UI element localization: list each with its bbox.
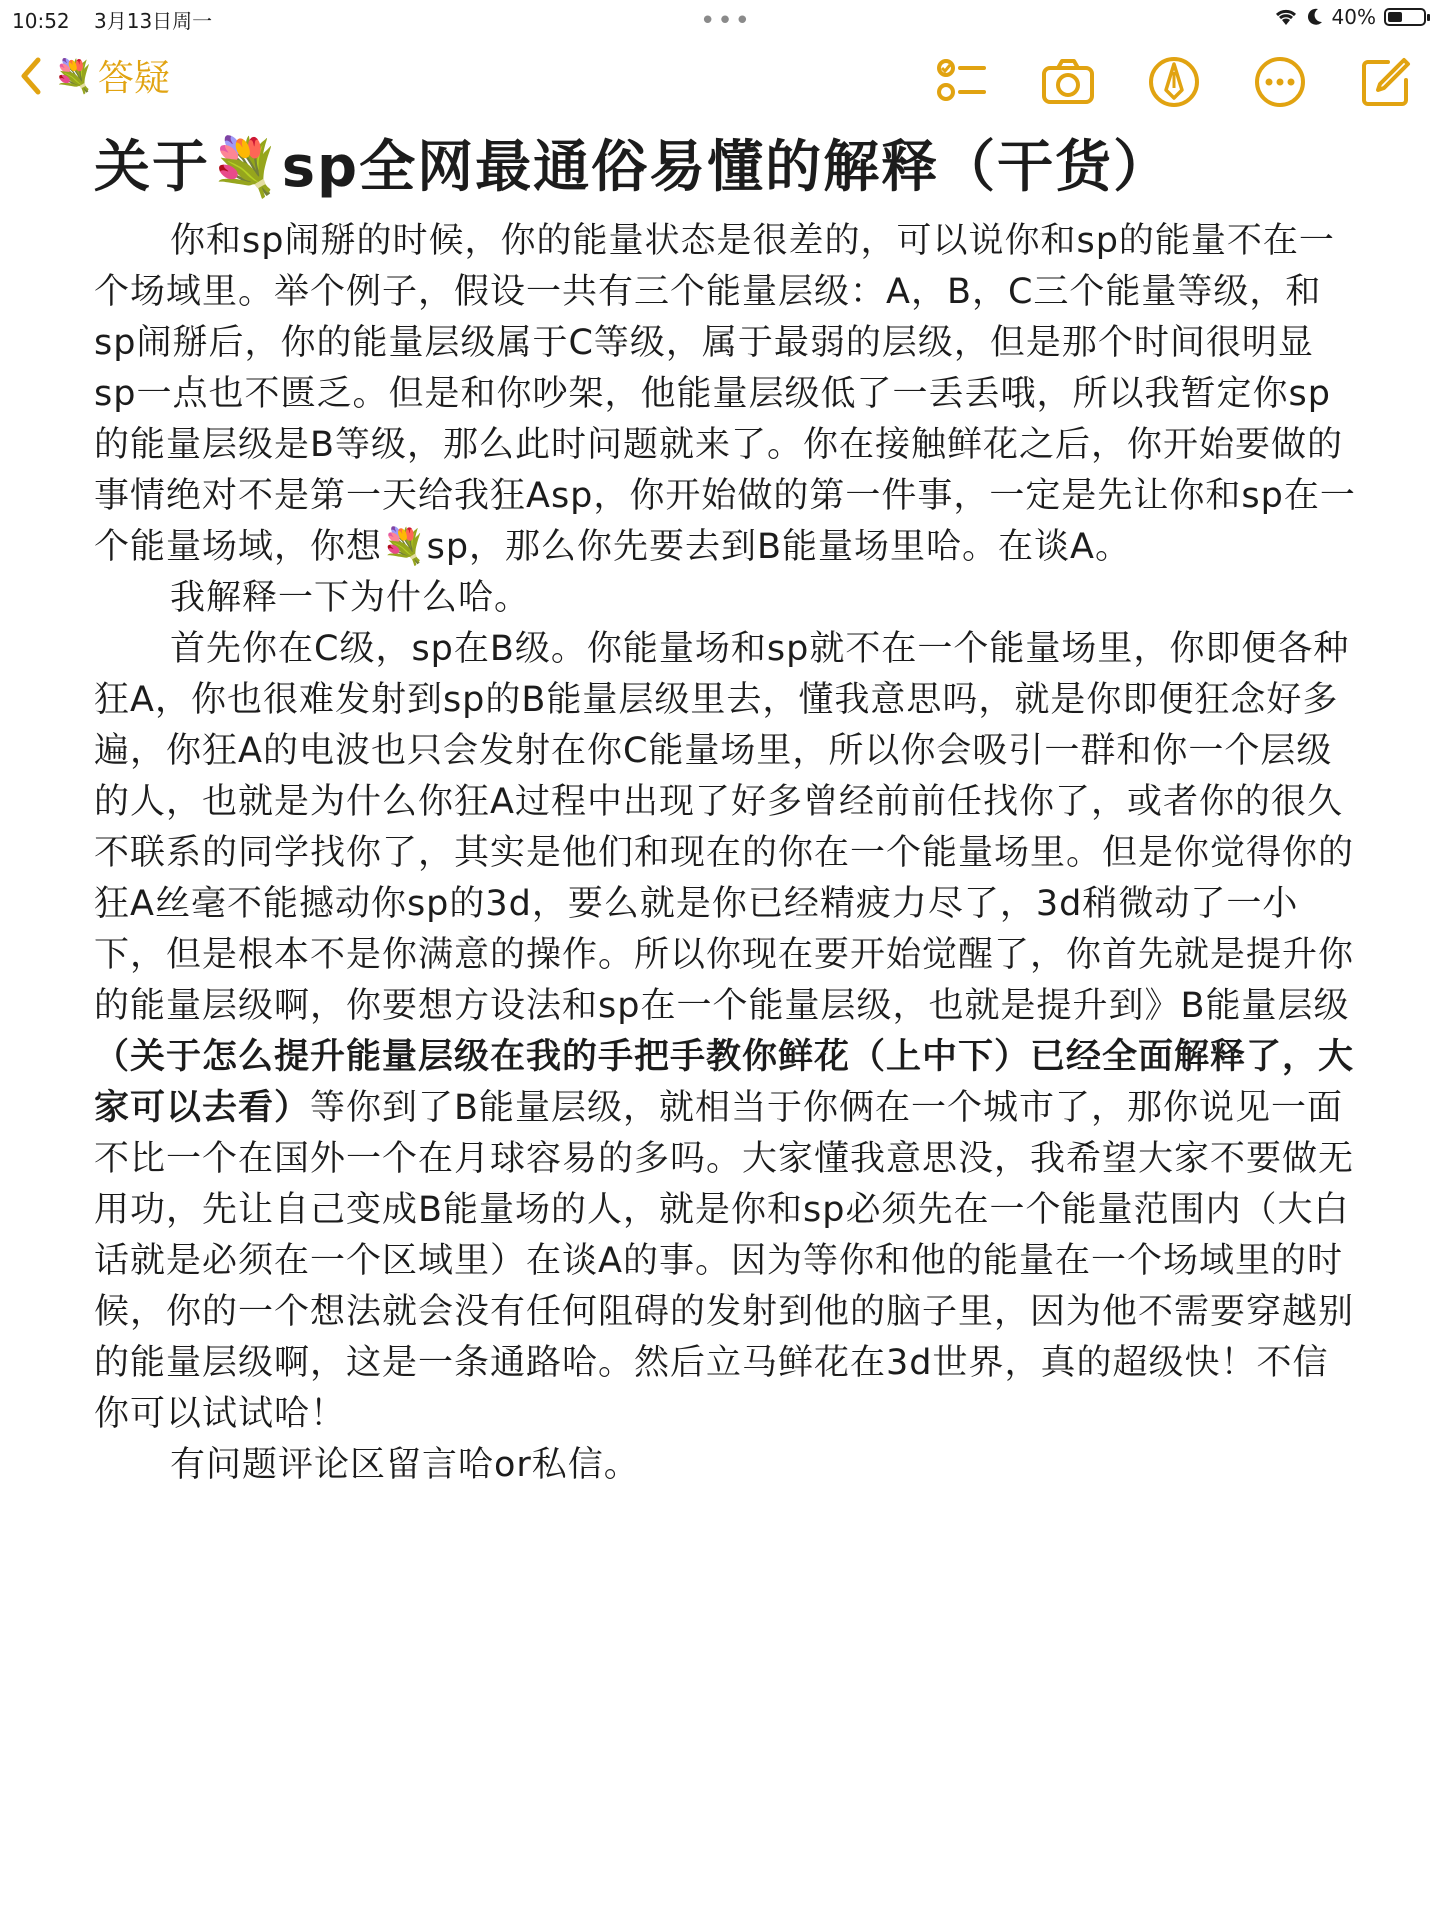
markup-icon	[1146, 54, 1202, 110]
compose-icon	[1358, 54, 1414, 110]
camera-icon	[1040, 54, 1096, 110]
status-bar	[0, 0, 1440, 36]
note-bold-text: （关于怎么提升能量层级在我的手把手教你鲜花（上中下）已经全面解释了，大家可以去看）	[94, 1037, 1355, 1128]
note-title[interactable]: 关于💐sp全网最通俗易懂的解释（干货）	[94, 135, 1172, 200]
chevron-left-icon	[18, 56, 44, 96]
checklist-icon	[934, 54, 990, 110]
status-time: 10:52	[12, 9, 70, 33]
back-button[interactable]	[18, 50, 170, 101]
note-paragraph[interactable]: 你和sp闹掰的时候，你的能量状态是很差的，可以说你和sp的能量不在一个场域里。举个例子，假设一共有三个能量层级：A，B，C三个能量等级，和sp闹掰后，你的能量层级属于C等级，属于最弱的层级，但是那个时间很明显sp一点也不匮乏。但是和你吵架，他能量层级低了一丢丢哦，所以我暂定你sp的能量层级是B等级，那么此时问题就来了。你在接触鲜花之后，你开始要做的事情绝对不是第一天给我狂Asp，你开始做的第一件事，一定是先让你和sp在一个能量场域，你想💐sp，那么你先要去到B能量场里哈。在谈A。	[94, 221, 1356, 567]
battery-percent: 40%	[1331, 5, 1376, 29]
toolbar	[932, 52, 1416, 112]
note-body[interactable]	[94, 128, 1356, 1491]
moon-icon	[1306, 7, 1324, 27]
note-paragraph[interactable]: 我解释一下为什么哈。	[170, 578, 531, 618]
battery-icon	[1384, 8, 1426, 26]
back-label: 答疑	[97, 58, 170, 99]
status-date: 3月13日周一	[94, 9, 213, 33]
more-button[interactable]	[1250, 52, 1310, 112]
compose-button[interactable]	[1356, 52, 1416, 112]
markup-button[interactable]	[1144, 52, 1204, 112]
note-paragraph-text: 首先你在C级，sp在B级。你能量场和sp就不在一个能量场里，你即便各种狂A，你也很难发射到sp的B能量层级里去，懂我意思吗，就是你即便狂念好多遍，你狂A的电波也只会发射在你C能量场里，所以你会吸引一群和你一个层级的人，也就是为什么你狂A过程中出现了好多曾经前前任找你了，或者你的很久不联系的同学找你了，其实是他们和现在的你在一个能量场里。但是你觉得你的狂A丝毫不能撼动你sp的3d，要么就是你已经精疲力尽了，3d稍微动了一小下，但是根本不是你满意的操作。所以你现在要开始觉醒了，你首先就是提升你的能量层级啊，你要想方设法和sp在一个能量层级，也就是提升到》B能量层级	[94, 629, 1355, 1026]
camera-button[interactable]	[1038, 52, 1098, 112]
note-paragraph[interactable]: 有问题评论区留言哈or私信。	[170, 1445, 640, 1485]
note-paragraph[interactable]	[94, 624, 1356, 1440]
checklist-button[interactable]	[932, 52, 992, 112]
bouquet-icon: 💐	[54, 56, 94, 95]
nav-bar	[0, 40, 1440, 120]
note-paragraph-tail: 等你到了B能量层级，就相当于你俩在一个城市了，那你说见一面不比一个在国外一个在月球容易的多吗。大家懂我意思没，我希望大家不要做无用功，先让自己变成B能量场的人，就是你和sp必须先在一个能量范围内（大白话就是必须在一个区域里）在谈A的事。因为等你和他的能量在一个场域里的时候，你的一个想法就会没有任何阻碍的发射到他的脑子里，因为他不需要穿越别的能量层级啊，这是一条通路哈。然后立马鲜花在3d世界，真的超级快！不信你可以试试哈！	[94, 1088, 1355, 1434]
more-icon	[1252, 54, 1308, 110]
wifi-icon	[1274, 7, 1298, 27]
multitask-dots-icon[interactable]: •••	[700, 6, 753, 36]
